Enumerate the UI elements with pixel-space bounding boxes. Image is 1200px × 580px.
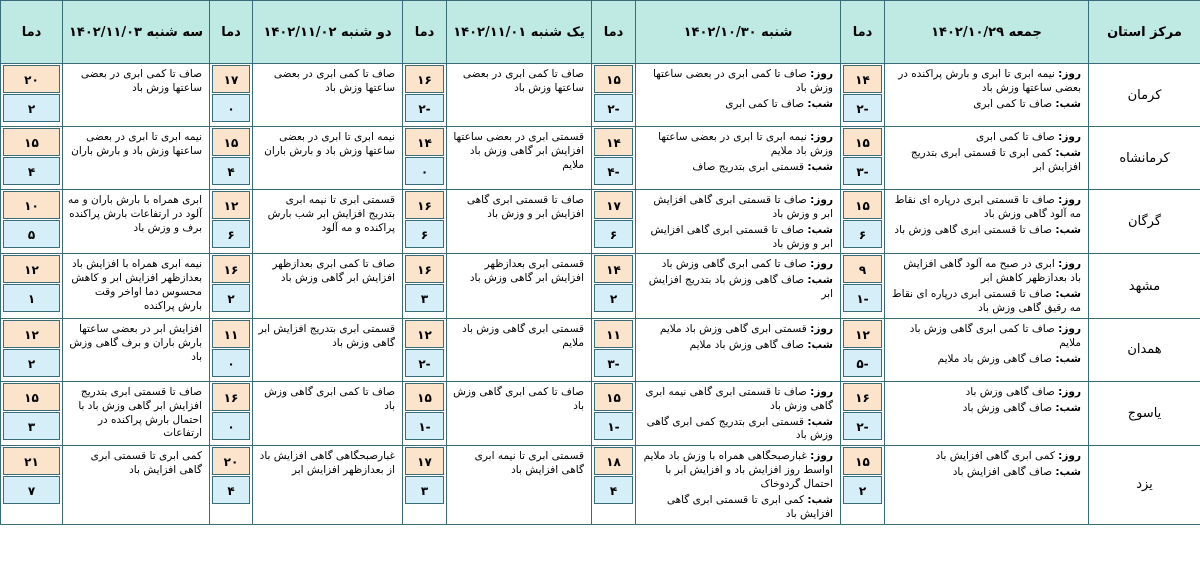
day-forecast: [641, 258, 833, 272]
day-forecast-text: ابری در صبح مه آلود گاهی افزایش باد بعدازظهر کاهش ابر: [903, 258, 1081, 285]
temperature-cell: [210, 190, 253, 254]
night-label: شب:: [807, 493, 833, 506]
night-forecast: [890, 288, 1081, 316]
temp-header-2: دما: [592, 1, 636, 64]
night-label: شب:: [807, 338, 833, 351]
forecast-description: [885, 127, 1089, 190]
day-forecast-text: نیمه ابری تا ابری و بارش پراکنده در بعضی ساعتها وزش باد: [898, 68, 1081, 94]
night-forecast-text: صاف تا کمی ابری: [973, 97, 1053, 110]
max-temperature: ۱۶: [405, 191, 444, 219]
min-temperature: ۵: [3, 220, 60, 248]
max-temperature: ۱۲: [843, 320, 882, 348]
night-forecast: [641, 274, 833, 302]
forecast-text: نیمه ابری همراه با افزایش باد بعدازظهر افزایش ابر و کاهش محسوس دما اواخر وقت بارش پراکنده: [71, 258, 202, 313]
max-temperature: ۱۶: [212, 383, 250, 411]
night-forecast: [890, 402, 1081, 416]
forecast-description: [63, 381, 210, 445]
max-temperature: ۱۴: [594, 128, 633, 156]
max-temperature: ۱۶: [405, 255, 444, 283]
max-temperature: ۱۲: [3, 255, 60, 283]
day-label: روز:: [1058, 194, 1081, 206]
min-temperature: ۶: [212, 220, 250, 248]
max-temperature: ۲۱: [3, 447, 60, 475]
forecast-text: قسمتی ابری بعدازظهر افزایش ابر گاهی وزش باد: [469, 258, 584, 285]
forecast-description: [636, 446, 841, 524]
temperature-cell: [841, 190, 885, 254]
day-label: روز:: [810, 385, 833, 398]
day-forecast: [641, 450, 833, 492]
min-temperature: -۲: [405, 349, 444, 377]
temperature-cell: [592, 318, 636, 381]
max-temperature: ۱۶: [212, 255, 250, 283]
forecast-text: قسمتی ابری در بعضی ساعتها افزایش ابر گاهی وزش باد ملایم: [453, 131, 584, 171]
table-row: [1, 446, 1200, 524]
temperature-cell: [1, 381, 63, 445]
day-forecast-text: غبارصبحگاهی همراه با وزش باد ملایم اواسط روز افزایش باد و افزایش ابر با احتمال گردوخاک: [643, 450, 833, 491]
forecast-text: قسمتی ابری تا نیمه ابری بتدریج افزایش ابر شب بارش پراکنده و مه آلود: [267, 194, 395, 234]
table-row: [1, 381, 1200, 445]
min-temperature: ۳: [3, 412, 60, 440]
forecast-description: [636, 127, 841, 190]
temperature-cell: [592, 254, 636, 318]
min-temperature: -۳: [594, 349, 633, 377]
day-label: روز:: [1058, 385, 1081, 398]
max-temperature: ۱۷: [212, 65, 250, 93]
night-label: شب:: [1055, 466, 1081, 479]
day-forecast-text: صاف تا قسمتی ابری گاهی نیمه ابری گاهی وزش باد: [645, 385, 833, 412]
min-temperature: ۲: [3, 349, 60, 377]
forecast-text: افزایش ابر در بعضی ساعتها بارش باران و برف گاهی وزش باد: [69, 322, 202, 363]
forecast-description: [447, 318, 592, 381]
day-label: روز:: [1058, 68, 1081, 80]
day-forecast: [890, 68, 1081, 96]
table-row: [1, 254, 1200, 318]
temp-header-5: دما: [1, 1, 63, 64]
day-forecast: [890, 258, 1081, 286]
min-temperature: ۴: [3, 157, 60, 185]
min-temperature: ۴: [594, 476, 633, 504]
forecast-description: [447, 381, 592, 445]
temperature-cell: [592, 64, 636, 127]
night-forecast-text: صاف گاهی وزش باد ملایم: [937, 352, 1053, 365]
forecast-description: [447, 190, 592, 254]
day-forecast: [890, 194, 1081, 222]
night-forecast: [641, 339, 833, 353]
max-temperature: ۱۵: [843, 191, 882, 219]
forecast-description: [885, 64, 1089, 127]
max-temperature: ۱۵: [843, 447, 882, 475]
forecast-description: [447, 64, 592, 127]
temperature-cell: [841, 254, 885, 318]
max-temperature: ۱۱: [212, 320, 250, 348]
day-forecast-text: صاف گاهی وزش باد: [965, 385, 1055, 398]
province-name: همدان: [1089, 318, 1200, 381]
night-forecast-text: صاف گاهی افزایش باد: [952, 466, 1053, 479]
night-forecast: [641, 98, 833, 112]
min-temperature: ۰: [212, 94, 250, 122]
day-label: روز:: [810, 194, 833, 206]
day-forecast-text: صاف تا کمی ابری گاهی وزش باد ملایم: [909, 322, 1081, 349]
max-temperature: ۹: [843, 255, 882, 283]
day-forecast: [890, 323, 1081, 351]
temperature-cell: [210, 64, 253, 127]
day-header-5: سه شنبه ۱۴۰۲/۱۱/۰۳: [63, 1, 210, 64]
day-label: روز:: [810, 322, 833, 335]
forecast-description: [253, 446, 403, 524]
max-temperature: ۱۵: [594, 383, 633, 411]
max-temperature: ۲۰: [3, 65, 60, 93]
temperature-cell: [210, 381, 253, 445]
min-temperature: ۱: [3, 284, 60, 312]
forecast-text: قسمتی ابری بتدریج افزایش ابر گاهی وزش باد: [258, 322, 395, 349]
max-temperature: ۱۲: [405, 320, 444, 348]
day-header-4: دو شنبه ۱۴۰۲/۱۱/۰۲: [253, 1, 403, 64]
forecast-text: ابری همراه با بارش باران و مه آلود در ارتفاعات بارش پراکنده برف و وزش باد: [68, 194, 202, 234]
max-temperature: ۱۶: [405, 65, 444, 93]
province-name: یزد: [1089, 446, 1200, 524]
day-label: روز:: [1058, 258, 1081, 271]
forecast-description: [253, 381, 403, 445]
forecast-description: [253, 64, 403, 127]
forecast-description: [253, 318, 403, 381]
forecast-text: صاف تا کمی ابری در بعضی ساعتها وزش باد: [462, 68, 584, 94]
night-forecast-text: کمی ابری تا قسمتی ابری گاهی افزایش باد: [666, 493, 833, 520]
forecast-description: [63, 190, 210, 254]
min-temperature: ۷: [3, 476, 60, 504]
temperature-cell: [841, 127, 885, 190]
max-temperature: ۱۲: [3, 320, 60, 348]
max-temperature: ۱۶: [843, 383, 882, 411]
forecast-description: [447, 127, 592, 190]
province-name: گرگان: [1089, 190, 1200, 254]
forecast-text: صاف تا کمی ابری در بعضی ساعتها وزش باد: [273, 68, 395, 94]
night-forecast-text: قسمتی ابری بتدریج صاف: [692, 160, 805, 173]
day-label: روز:: [810, 258, 833, 271]
forecast-description: [63, 254, 210, 318]
night-label: شب:: [807, 97, 833, 110]
temperature-cell: [1, 190, 63, 254]
max-temperature: ۱۵: [3, 383, 60, 411]
day-forecast-text: صاف تا کمی ابری در بعضی ساعتها وزش باد: [652, 68, 833, 94]
min-temperature: ۳: [405, 476, 444, 504]
night-forecast: [890, 147, 1081, 175]
table-row: [1, 64, 1200, 127]
max-temperature: ۱۵: [843, 128, 882, 156]
temperature-cell: [592, 190, 636, 254]
table-row: [1, 127, 1200, 190]
temperature-cell: [841, 381, 885, 445]
max-temperature: ۱۴: [405, 128, 444, 156]
forecast-description: [636, 381, 841, 445]
day-forecast: [641, 386, 833, 414]
min-temperature: -۲: [405, 94, 444, 122]
min-temperature: ۳: [405, 284, 444, 312]
forecast-text: کمی ابری تا قسمتی ابری گاهی افزایش باد: [90, 450, 202, 477]
forecast-text: صاف تا کمی ابری گاهی وزش باد: [264, 385, 395, 412]
forecast-text: صاف تا کمی ابری بعدازظهر افزایش ابر گاهی وزش باد: [272, 258, 395, 285]
temperature-cell: [403, 318, 447, 381]
temperature-cell: [1, 64, 63, 127]
day-forecast: [641, 323, 833, 337]
min-temperature: -۲: [843, 94, 882, 122]
night-label: شب:: [1055, 146, 1081, 159]
day-header-2: شنبه ۱۴۰۲/۱۰/۳۰: [636, 1, 841, 64]
temperature-cell: [841, 318, 885, 381]
forecast-description: [885, 318, 1089, 381]
province-header: مرکز استان: [1089, 1, 1200, 64]
temperature-cell: [210, 446, 253, 524]
temp-header-3: دما: [403, 1, 447, 64]
temperature-cell: [592, 446, 636, 524]
night-forecast-text: کمی ابری تا قسمتی ابری بتدریج افزایش ابر: [910, 146, 1081, 173]
forecast-description: [253, 190, 403, 254]
max-temperature: ۱۵: [212, 128, 250, 156]
forecast-description: [636, 190, 841, 254]
min-temperature: ۲: [212, 284, 250, 312]
forecast-text: قسمتی ابری گاهی وزش باد ملایم: [462, 322, 584, 349]
day-forecast-text: نیمه ابری تا ابری در بعضی ساعتها وزش باد ملایم: [658, 131, 833, 157]
max-temperature: ۱۵: [3, 128, 60, 156]
temperature-cell: [403, 254, 447, 318]
table-row: [1, 318, 1200, 381]
min-temperature: -۲: [594, 94, 633, 122]
forecast-description: [63, 127, 210, 190]
day-forecast-text: قسمتی ابری گاهی وزش باد ملایم: [659, 322, 807, 335]
night-label: شب:: [1055, 352, 1081, 365]
night-forecast-text: صاف گاهی وزش باد ملایم: [689, 338, 805, 351]
day-label: روز:: [1058, 450, 1081, 463]
min-temperature: -۱: [594, 412, 633, 440]
min-temperature: ۲: [3, 94, 60, 122]
day-label: روز:: [810, 450, 833, 463]
day-header-1: جمعه ۱۴۰۲/۱۰/۲۹: [885, 1, 1089, 64]
province-name: یاسوج: [1089, 381, 1200, 445]
night-label: شب:: [1055, 223, 1081, 236]
temp-header-1: دما: [841, 1, 885, 64]
day-label: روز:: [1058, 131, 1081, 143]
forecast-description: [63, 318, 210, 381]
forecast-description: [447, 254, 592, 318]
min-temperature: ۴: [212, 157, 250, 185]
max-temperature: ۱۷: [594, 191, 633, 219]
forecast-description: [885, 446, 1089, 524]
day-forecast-text: صاف تا قسمتی ابری درپاره ای نقاط مه آلود گاهی وزش باد: [894, 194, 1081, 220]
temp-header-4: دما: [210, 1, 253, 64]
temperature-cell: [1, 446, 63, 524]
day-forecast-text: صاف تا کمی ابری: [976, 131, 1055, 143]
forecast-text: نیمه ابری تا ابری در بعضی ساعتها وزش باد و بارش باران: [264, 131, 395, 157]
forecast-description: [253, 254, 403, 318]
max-temperature: ۱۲: [212, 191, 250, 219]
night-label: شب:: [807, 223, 833, 236]
night-forecast: [641, 224, 833, 252]
temperature-cell: [210, 254, 253, 318]
night-forecast: [890, 98, 1081, 112]
night-label: شب:: [807, 274, 833, 287]
day-forecast: [641, 68, 833, 96]
min-temperature: -۱: [405, 412, 444, 440]
min-temperature: ۲: [843, 476, 882, 504]
forecast-description: [885, 190, 1089, 254]
min-temperature: ۶: [843, 220, 882, 248]
min-temperature: ۴: [212, 476, 250, 504]
forecast-description: [636, 64, 841, 127]
day-forecast: [890, 450, 1081, 464]
day-label: روز:: [810, 68, 833, 80]
min-temperature: ۶: [594, 220, 633, 248]
day-forecast-text: صاف تا کمی ابری گاهی وزش باد: [661, 258, 807, 271]
night-forecast-text: قسمتی ابری بتدریج کمی ابری گاهی وزش باد: [646, 415, 833, 442]
temperature-cell: [592, 127, 636, 190]
max-temperature: ۱۵: [405, 383, 444, 411]
temperature-cell: [403, 381, 447, 445]
temperature-cell: [403, 190, 447, 254]
night-forecast: [641, 161, 833, 175]
night-forecast: [641, 494, 833, 522]
night-label: شب:: [807, 160, 833, 173]
min-temperature: ۰: [212, 349, 250, 377]
day-forecast: [641, 131, 833, 159]
temperature-cell: [592, 381, 636, 445]
temperature-cell: [403, 64, 447, 127]
min-temperature: -۴: [594, 157, 633, 185]
min-temperature: ۰: [212, 412, 250, 440]
forecast-text: صاف تا کمی ابری گاهی وزش باد: [453, 385, 584, 412]
max-temperature: ۱۷: [405, 447, 444, 475]
night-forecast-text: صاف تا قسمتی ابری درپاره ای نقاط مه رقیق گاهی وزش باد: [891, 288, 1081, 315]
province-name: مشهد: [1089, 254, 1200, 318]
max-temperature: ۱۴: [843, 65, 882, 93]
max-temperature: ۱۱: [594, 320, 633, 348]
night-forecast-text: صاف تا کمی ابری: [725, 97, 805, 110]
forecast-description: [447, 446, 592, 524]
forecast-text: قسمتی ابری تا نیمه ابری گاهی افزایش باد: [474, 450, 584, 477]
forecast-text: صاف تا قسمتی ابری بتدریج افزایش ابر گاهی وزش باد با احتمال بارش پراکنده در ارتفاعات: [78, 385, 202, 440]
forecast-text: غبارصبحگاهی گاهی افزایش باد از بعدازظهر افزایش ابر: [259, 450, 395, 477]
night-forecast: [890, 224, 1081, 238]
forecast-description: [253, 127, 403, 190]
temperature-cell: [403, 446, 447, 524]
min-temperature: ۲: [594, 284, 633, 312]
forecast-text: صاف تا کمی ابری در بعضی ساعتها وزش باد: [80, 68, 202, 94]
night-forecast-text: صاف تا قسمتی ابری گاهی وزش باد: [894, 223, 1053, 236]
night-forecast: [890, 466, 1081, 480]
night-forecast: [641, 416, 833, 444]
forecast-description: [63, 446, 210, 524]
day-label: روز:: [810, 131, 833, 143]
night-label: شب:: [1055, 401, 1081, 414]
forecast-description: [636, 318, 841, 381]
max-temperature: ۱۸: [594, 447, 633, 475]
temperature-cell: [1, 254, 63, 318]
night-forecast-text: صاف گاهی وزش باد بتدریج افزایش ابر: [648, 274, 833, 301]
min-temperature: ۰: [405, 157, 444, 185]
forecast-text: نیمه ابری تا ابری در بعضی ساعتها وزش باد و بارش باران: [71, 131, 202, 157]
day-label: روز:: [1058, 322, 1081, 335]
min-temperature: -۲: [843, 412, 882, 440]
day-forecast-text: صاف تا قسمتی ابری گاهی افزایش ابر و وزش باد: [653, 194, 833, 220]
temperature-cell: [403, 127, 447, 190]
night-forecast-text: صاف تا قسمتی ابری گاهی افزایش ابر و وزش باد: [650, 223, 833, 250]
min-temperature: -۳: [843, 157, 882, 185]
min-temperature: ۶: [405, 220, 444, 248]
night-forecast-text: صاف گاهی وزش باد: [962, 401, 1053, 414]
night-label: شب:: [807, 415, 833, 428]
max-temperature: ۱۴: [594, 255, 633, 283]
province-name: کرمانشاه: [1089, 127, 1200, 190]
night-label: شب:: [1055, 288, 1081, 301]
day-forecast: [890, 386, 1081, 400]
forecast-text: صاف تا قسمتی ابری گاهی افزایش ابر و وزش باد: [466, 194, 584, 220]
table-row: [1, 190, 1200, 254]
forecast-description: [63, 64, 210, 127]
max-temperature: ۱۰: [3, 191, 60, 219]
temperature-cell: [841, 446, 885, 524]
min-temperature: -۱: [843, 284, 882, 312]
day-forecast-text: کمی ابری گاهی افزایش باد: [935, 450, 1055, 463]
temperature-cell: [1, 127, 63, 190]
day-forecast: [641, 194, 833, 222]
forecast-description: [885, 254, 1089, 318]
province-name: کرمان: [1089, 64, 1200, 127]
day-header-3: یک شنبه ۱۴۰۲/۱۱/۰۱: [447, 1, 592, 64]
header-row: [1, 1, 1200, 64]
day-forecast: [890, 131, 1081, 145]
temperature-cell: [1, 318, 63, 381]
temperature-cell: [841, 64, 885, 127]
temperature-cell: [210, 127, 253, 190]
min-temperature: -۵: [843, 349, 882, 377]
temperature-cell: [210, 318, 253, 381]
forecast-description: [885, 381, 1089, 445]
night-forecast: [890, 353, 1081, 367]
max-temperature: ۱۵: [594, 65, 633, 93]
night-label: شب:: [1055, 97, 1081, 110]
max-temperature: ۲۰: [212, 447, 250, 475]
forecast-description: [636, 254, 841, 318]
